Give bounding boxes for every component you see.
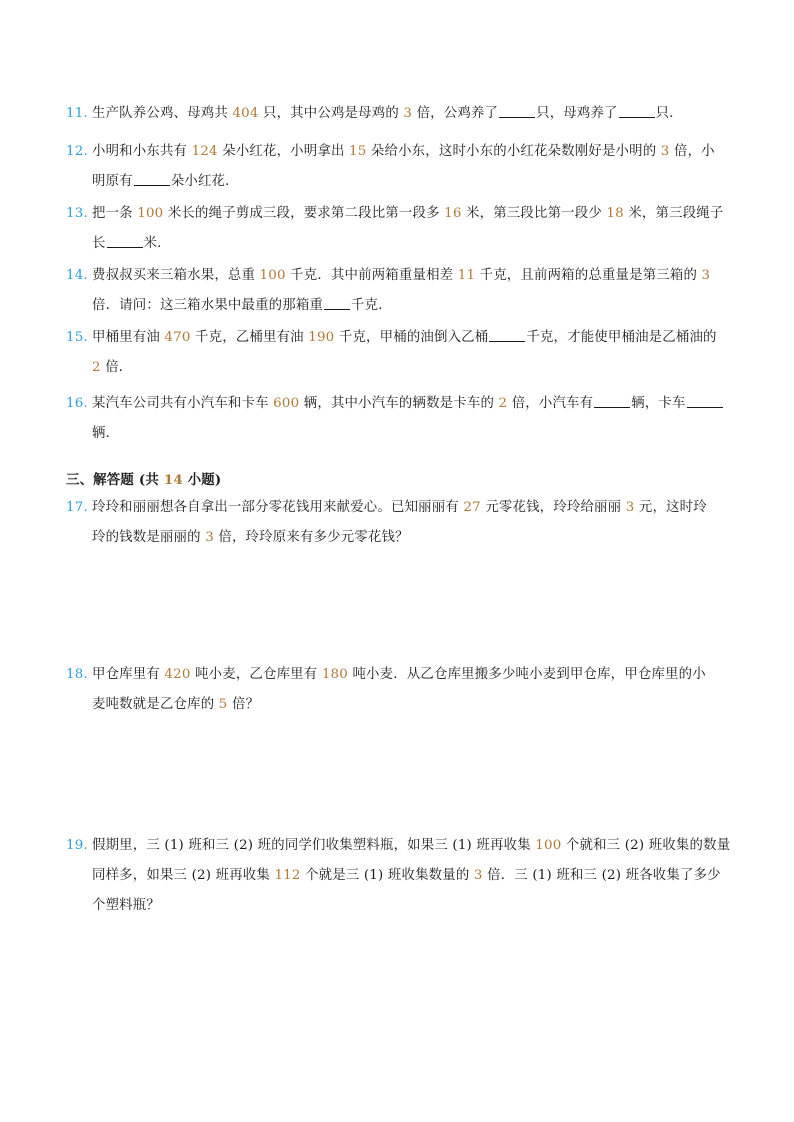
question-text: 只，母鸡养了 [536, 106, 618, 121]
highlighted-number: 100 [137, 206, 164, 221]
question-number: 11. [66, 106, 88, 121]
question-text: 长 [92, 236, 106, 251]
question-line [66, 199, 730, 229]
question-text: 朵给小东，这时小东的小红花朵数刚好是小明的 [366, 144, 661, 159]
question-text: 米，第三段比第一段少 [461, 206, 607, 221]
question-text: 千克，且前两箱的总重量是第三箱的 [475, 268, 702, 283]
question-11 [66, 99, 730, 129]
highlighted-number: 2 [498, 396, 508, 411]
question-12 [66, 137, 730, 197]
question-text: 千克，乙桶里有油 [190, 330, 309, 345]
question-number: 17. [66, 500, 88, 515]
question-line [66, 419, 730, 449]
question-text: 倍．请问：这三箱水果中最重的那箱重 [92, 298, 324, 313]
answer-blank[interactable] [619, 101, 655, 118]
question-line [66, 523, 730, 553]
question-text: 甲桶里有油 [92, 330, 165, 345]
highlighted-number: 3 [625, 500, 635, 515]
question-text: 把一条 [92, 206, 138, 221]
question-line [66, 690, 730, 720]
question-text: 倍．三 (1) 班和三 (2) 班各收集了多少 [482, 868, 721, 883]
question-line [66, 389, 730, 419]
highlighted-number: 470 [164, 330, 191, 345]
question-text: 个塑料瓶？ [92, 898, 160, 913]
question-number: 12. [66, 144, 88, 159]
question-text: 吨小麦．从乙仓库里搬多少吨小麦到甲仓库，甲仓库里的小 [348, 667, 706, 682]
highlighted-number: 5 [218, 697, 228, 712]
question-text: 生产队养公鸡、母鸡共 [92, 106, 233, 121]
question-text: 麦吨数就是乙仓库的 [92, 697, 219, 712]
question-text: 千克，甲桶的油倒入乙桶 [334, 330, 489, 345]
question-number: 15. [66, 330, 88, 345]
highlighted-number: 600 [273, 396, 300, 411]
highlighted-number: 3 [403, 106, 413, 121]
highlighted-number: 16 [444, 206, 462, 221]
question-number: 16. [66, 396, 88, 411]
question-line [66, 493, 730, 523]
question-text: 倍？ [227, 697, 260, 712]
question-line [66, 167, 730, 197]
question-text: 千克，才能使甲桶油是乙桶油的 [526, 330, 717, 345]
question-line [66, 891, 730, 921]
question-number: 14. [66, 268, 88, 283]
highlighted-number: 404 [232, 106, 259, 121]
highlighted-number: 3 [660, 144, 670, 159]
answer-blank[interactable] [594, 391, 630, 408]
question-13 [66, 199, 730, 259]
question-line [66, 831, 730, 861]
question-text: 米长的绳子剪成三段，要求第二段比第一段多 [163, 206, 445, 221]
question-text: 倍． [100, 360, 133, 375]
highlighted-number: 3 [701, 268, 711, 283]
question-text: 同样多，如果三 (2) 班再收集 [92, 868, 275, 883]
answer-blank[interactable] [107, 231, 143, 248]
highlighted-number: 11 [457, 268, 476, 283]
question-17 [66, 493, 730, 553]
question-text: 倍，公鸡养了 [412, 106, 499, 121]
question-16 [66, 389, 730, 449]
highlighted-number: 18 [606, 206, 624, 221]
highlighted-number: 112 [274, 868, 301, 883]
question-line [66, 353, 730, 383]
question-text: 倍，小 [669, 144, 715, 159]
question-line [66, 323, 730, 353]
question-text: 个就是三 (1) 班收集数量的 [300, 868, 474, 883]
question-text: 甲仓库里有 [92, 667, 165, 682]
question-number: 13. [66, 206, 88, 221]
answer-blank[interactable] [324, 293, 350, 310]
question-line [66, 99, 730, 129]
highlighted-number: 124 [191, 144, 218, 159]
section-heading-prefix: 三、解答题 (共 [66, 472, 164, 488]
highlighted-number: 100 [259, 268, 286, 283]
section-heading [66, 470, 221, 490]
question-line [66, 660, 730, 690]
answer-blank[interactable] [489, 325, 525, 342]
section-heading-suffix: 小题) [182, 472, 222, 488]
question-text: 个就和三 (2) 班收集的数量 [561, 838, 731, 853]
question-text: 玲的钱数是丽丽的 [92, 530, 206, 545]
question-text: 玲玲和丽丽想各自拿出一部分零花钱用来献爱心。已知丽丽有 [92, 500, 464, 515]
question-text: 千克． [351, 298, 392, 313]
highlighted-number: 3 [473, 868, 483, 883]
question-text: 某汽车公司共有小汽车和卡车 [92, 396, 274, 411]
question-19 [66, 831, 730, 921]
question-text: 明原有 [92, 174, 133, 189]
question-line [66, 861, 730, 891]
question-text: 元零花钱，玲玲给丽丽 [480, 500, 626, 515]
question-line [66, 229, 730, 259]
highlighted-number: 27 [463, 500, 481, 515]
highlighted-number: 3 [205, 530, 214, 545]
question-15 [66, 323, 730, 383]
question-text: 朵小红花，小明拿出 [217, 144, 349, 159]
question-text: 辆． [92, 426, 120, 441]
question-text: 辆，其中小汽车的辆数是卡车的 [299, 396, 499, 411]
question-text: 米，第三段绳子 [623, 206, 724, 221]
question-text: 费叔叔买来三箱水果，总重 [92, 268, 260, 283]
question-text: 小明和小东共有 [92, 144, 192, 159]
highlighted-number: 15 [349, 144, 367, 159]
question-line [66, 261, 730, 291]
question-text: 辆，卡车 [631, 396, 686, 411]
question-text: 假期里，三 (1) 班和三 (2) 班的同学们收集塑料瓶，如果三 (1) 班再收集 [92, 838, 536, 853]
highlighted-number: 180 [321, 667, 348, 682]
question-text: 朵小红花． [170, 174, 239, 189]
question-18 [66, 660, 730, 720]
question-text: 只． [655, 106, 683, 121]
question-14 [66, 261, 730, 321]
question-text: 只，其中公鸡是母鸡的 [258, 106, 404, 121]
highlighted-number: 2 [92, 360, 101, 375]
answer-blank[interactable] [134, 169, 170, 186]
question-line [66, 137, 730, 167]
question-text: 元，这时玲 [634, 500, 707, 515]
highlighted-number: 190 [308, 330, 335, 345]
question-text: 千克．其中前两箱重量相差 [285, 268, 458, 283]
question-line [66, 291, 730, 321]
question-number: 18. [66, 667, 88, 682]
question-text: 倍，玲玲原来有多少元零花钱？ [213, 530, 409, 545]
highlighted-number: 420 [164, 667, 191, 682]
answer-blank[interactable] [499, 101, 535, 118]
question-text: 倍，小汽车有 [507, 396, 594, 411]
question-text: 吨小麦，乙仓库里有 [190, 667, 322, 682]
highlighted-number: 100 [535, 838, 562, 853]
answer-blank[interactable] [687, 391, 723, 408]
question-number: 19. [66, 838, 88, 853]
section-heading-count: 14 [163, 472, 183, 488]
question-text: 米． [143, 236, 171, 251]
